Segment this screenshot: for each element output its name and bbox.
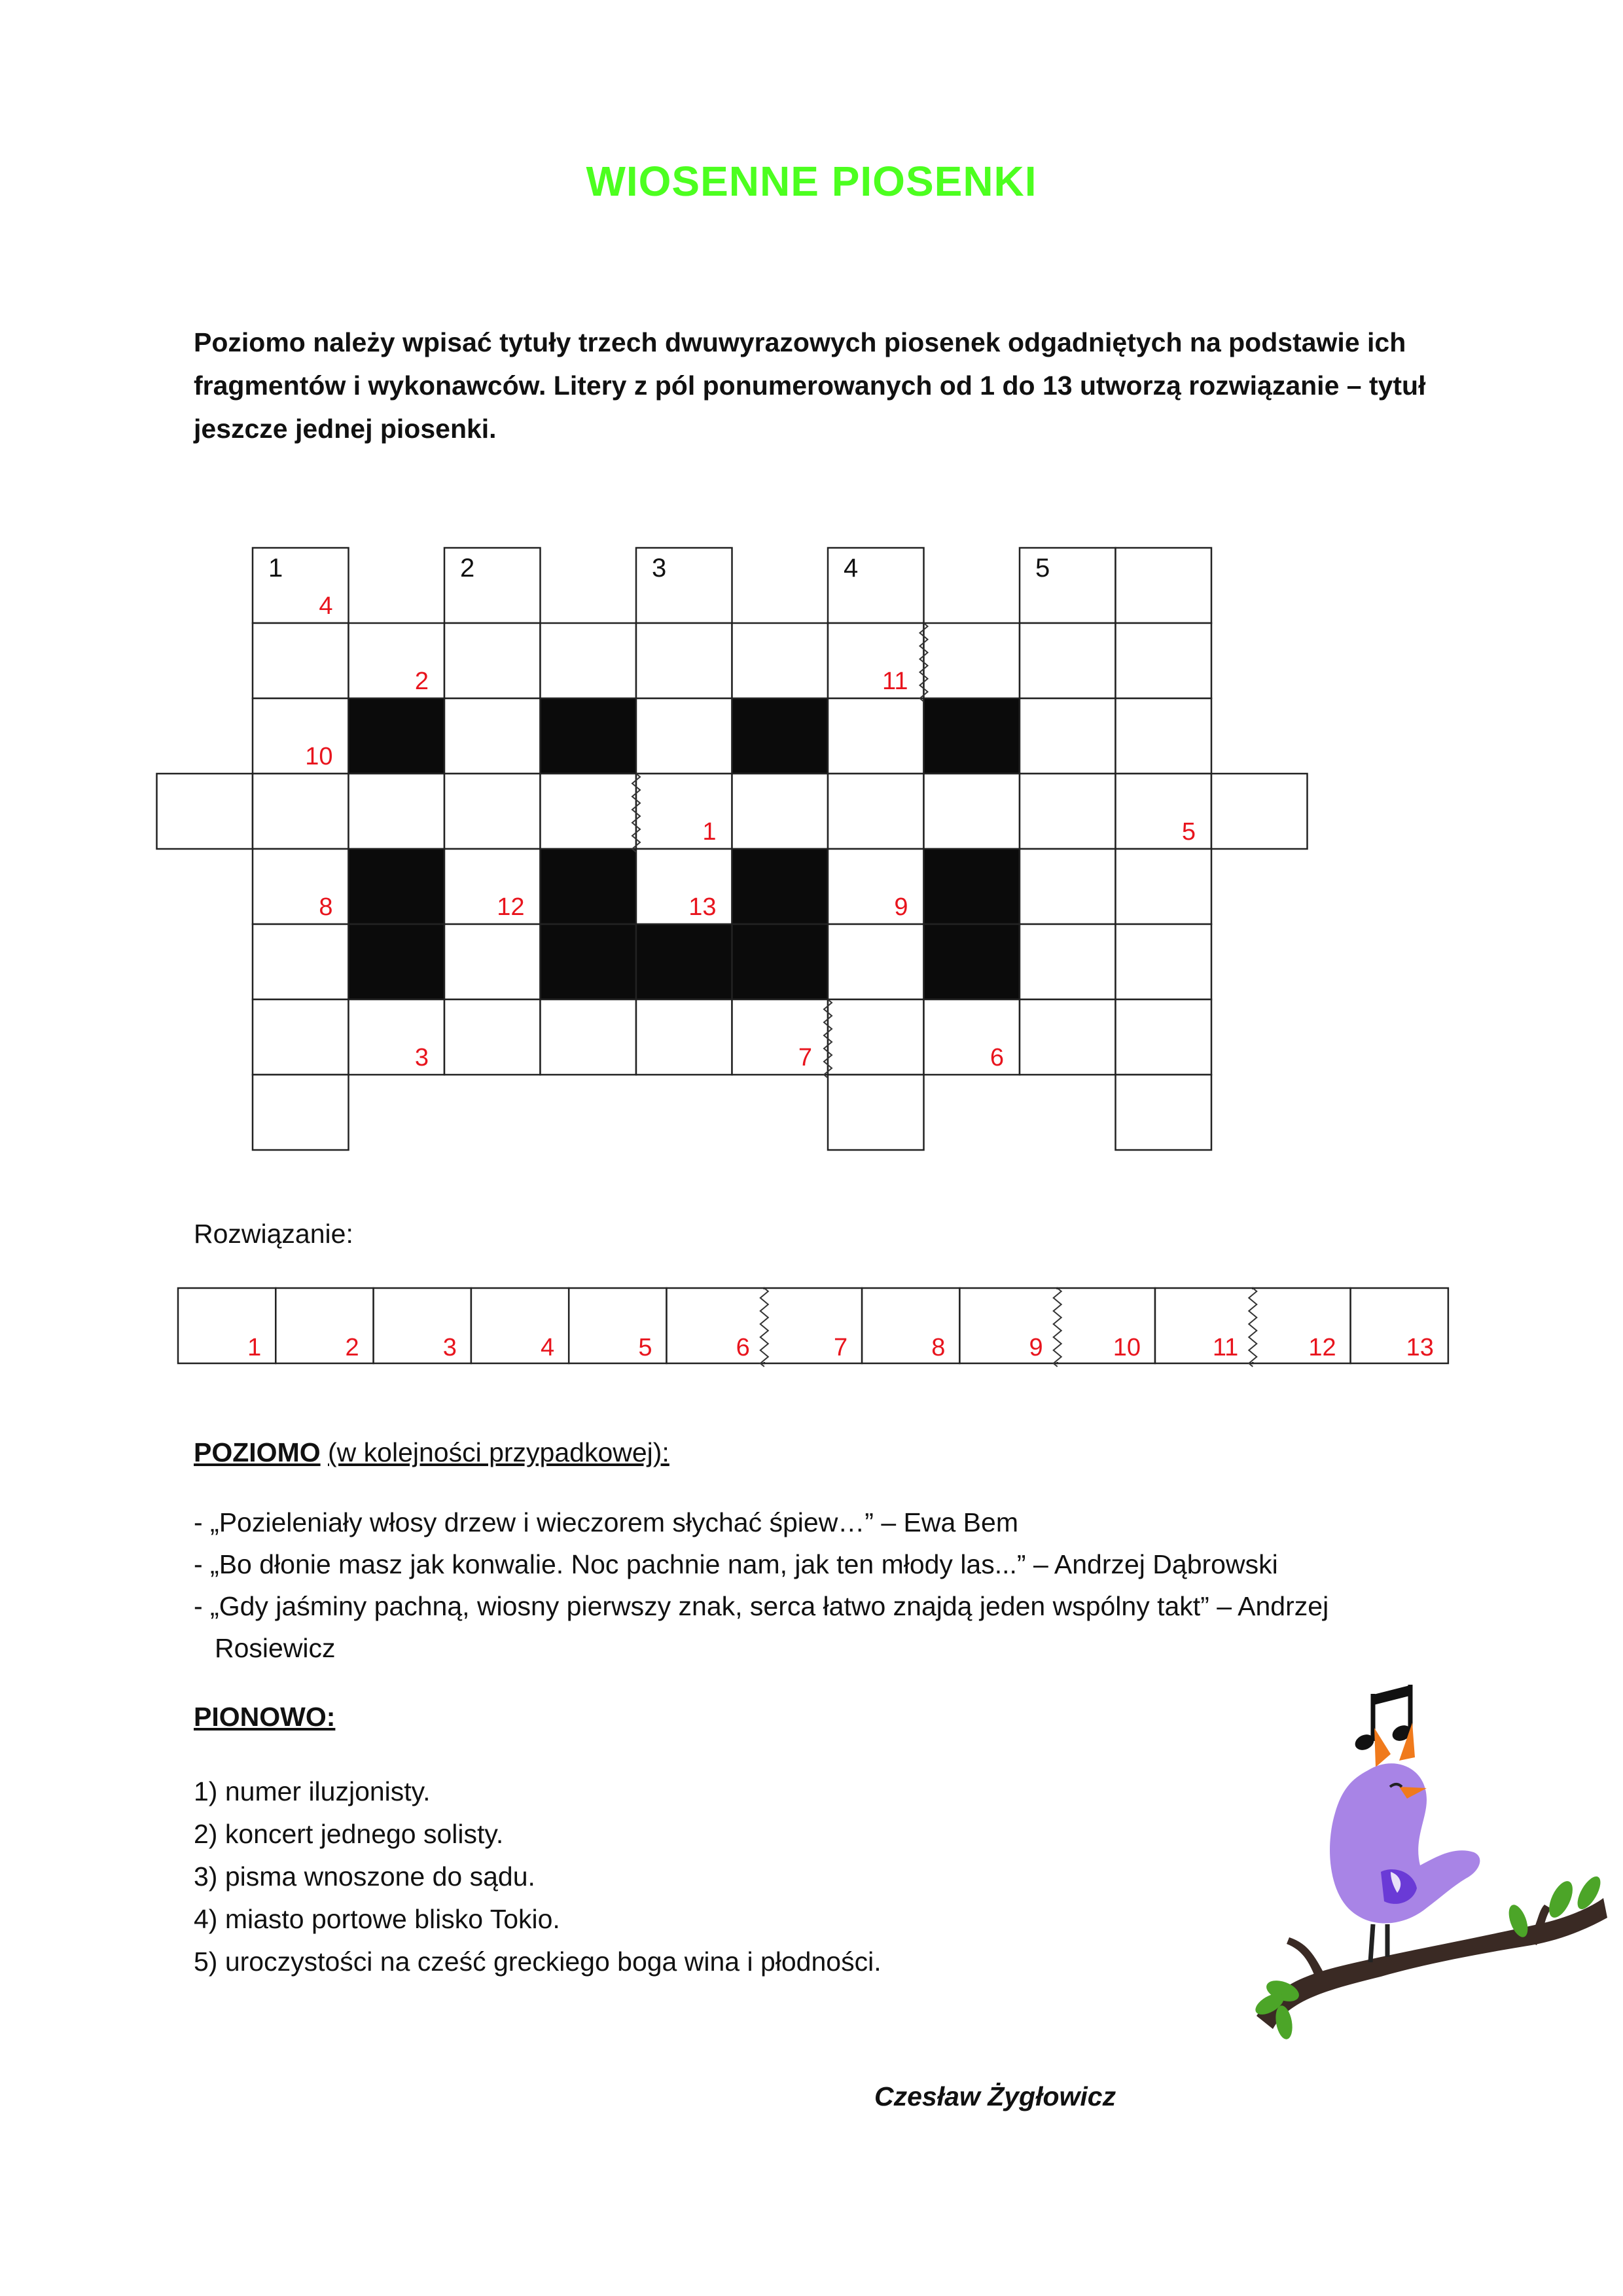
across-heading-title: POZIOMO: [194, 1437, 321, 1467]
solution-cell-number: 1: [247, 1334, 262, 1361]
column-number: 3: [652, 554, 667, 583]
solution-cell-number: 11: [1212, 1334, 1239, 1361]
cell-number: 13: [688, 893, 717, 921]
solution-cell-number: 4: [541, 1334, 555, 1361]
down-clue: 5) uroczystości na cześć greckiego boga wina i płodności.: [194, 1946, 882, 1977]
down-clue: 4) miasto portowe blisko Tokio.: [194, 1904, 560, 1934]
solution-cell-number: 8: [931, 1334, 946, 1361]
across-clue: - „Gdy jaśminy pachną, wiosny pierwszy znak, serca łatwo znajdą jeden wspólny takt” – Andrzej: [194, 1591, 1329, 1621]
cell-number: 5: [1181, 818, 1196, 846]
cell-number: 2: [414, 668, 429, 695]
cell-number: 6: [990, 1044, 1004, 1071]
cell-number: 4: [319, 592, 333, 620]
across-clue: - „Bo dłonie masz jak konwalie. Noc pachnie nam, jak ten młody las...” – Andrzej Dąbrowski: [194, 1549, 1278, 1579]
cell-number: 12: [497, 893, 525, 921]
author-signature: Czesław Żygłowicz: [874, 2081, 1116, 2111]
across-heading: [194, 1437, 669, 1468]
page-title: WIOSENNE PIOSENKI: [586, 158, 1037, 205]
cell-number: 9: [894, 893, 908, 921]
cell-number: 7: [798, 1044, 812, 1071]
column-number: 2: [460, 554, 475, 583]
instructions-line: Poziomo należy wpisać tytuły trzech dwuwyrazowych piosenek odgadniętych na podstawie ich: [194, 327, 1406, 357]
across-clue-continuation: Rosiewicz: [215, 1633, 336, 1663]
down-clue: 2) koncert jednego solisty.: [194, 1819, 504, 1849]
solution-cell-number: 12: [1308, 1334, 1336, 1361]
singing-bird-on-branch-icon: [1230, 1649, 1610, 2042]
solution-cell-number: 13: [1406, 1334, 1434, 1361]
cell-number: 11: [882, 668, 908, 695]
solution-cell-number: 9: [1029, 1334, 1043, 1361]
solution-cell-number: 3: [442, 1334, 457, 1361]
solution-cell-number: 6: [736, 1334, 750, 1361]
solution-cell-number: 2: [345, 1334, 359, 1361]
across-clue: - „Pozieleniały włosy drzew i wieczorem słychać śpiew…” – Ewa Bem: [194, 1507, 1018, 1537]
instructions-line: fragmentów i wykonawców. Litery z pól ponumerowanych od 1 do 13 utworzą rozwiązanie – tytuł: [194, 370, 1426, 401]
cell-number: 1: [702, 818, 717, 846]
solution-label: Rozwiązanie:: [194, 1219, 353, 1249]
down-clue: 3) pisma wnoszone do sądu.: [194, 1861, 535, 1892]
down-heading: PIONOWO:: [194, 1702, 336, 1732]
across-heading-note: (w kolejności przypadkowej):: [328, 1437, 669, 1467]
solution-cell-number: 10: [1113, 1334, 1141, 1361]
column-number: 5: [1035, 554, 1050, 583]
down-clue: 1) numer iluzjonisty.: [194, 1776, 431, 1806]
column-number: 4: [844, 554, 859, 583]
instructions-line: jeszcze jednej piosenki.: [194, 414, 497, 444]
cell-number: 8: [319, 893, 333, 921]
solution-cell-number: 7: [833, 1334, 848, 1361]
column-number: 1: [268, 554, 283, 583]
cell-number: 10: [305, 743, 333, 770]
solution-cell-number: 5: [638, 1334, 652, 1361]
cell-number: 3: [414, 1044, 429, 1071]
